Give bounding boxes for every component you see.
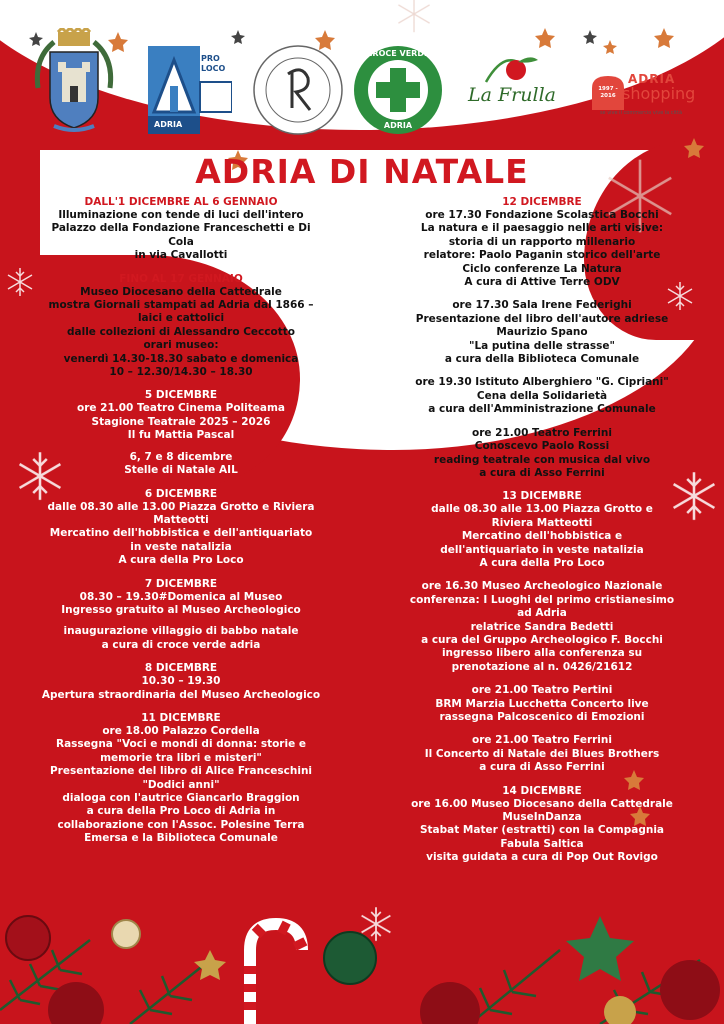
event-line: Palazzo della Fondazione Franceschetti e Di <box>51 222 311 235</box>
event-line: relatore: Paolo Paganin storico dell'arte <box>423 249 661 262</box>
event-date: 12 DICEMBRE <box>502 196 582 208</box>
event-block <box>6 578 356 653</box>
event-line: relatrice Sandra Bedetti <box>470 620 614 633</box>
event-date: 13 DICEMBRE <box>502 490 582 503</box>
event-line: Ciclo conferenze La Natura <box>462 262 622 275</box>
star-icon <box>535 28 555 48</box>
event-line: rassegna Palcoscenico di Emozioni <box>439 711 645 723</box>
event-block <box>6 196 356 263</box>
event-line: Stagione Teatrale 2025 – 2026 <box>91 415 271 428</box>
event-line: Conoscevo Paolo Rossi <box>474 440 610 453</box>
event-line: memorie tra libri e misteri" <box>100 751 262 764</box>
event-line: mostra Giornali stampati ad Adria dal 1866 – <box>48 299 314 312</box>
event-line: 6, 7 e 8 dicembre <box>129 450 233 463</box>
event-line: ingresso libero alla conferenza su <box>441 647 643 660</box>
event-line: A cura della Pro Loco <box>479 556 605 569</box>
pro-loco-text: PRO LOCO <box>201 54 226 73</box>
right-event-column <box>366 196 718 875</box>
event-line: reading teatrale con musica dal vivo <box>433 453 651 466</box>
la-frulla-text: La Frulla <box>468 84 556 106</box>
star-icon <box>29 32 43 46</box>
event-line: Ingresso gratuito al Museo Archeologico <box>61 603 301 616</box>
croce-verde-top-text: CROCE VERDE <box>366 49 430 58</box>
event-line: Matteotti <box>153 513 209 526</box>
event-line: Emersa e la Biblioteca Comunale <box>84 832 278 845</box>
event-line: Mercatino dell'hobbistica e <box>461 530 623 543</box>
gold-star-ornament-icon <box>194 950 226 980</box>
event-line: dalle 08.30 alle 13.00 Piazza Grotto e Riviera <box>47 500 315 513</box>
event-line: a cura dell'Amministrazione Comunale <box>428 403 656 416</box>
event-line: a cura di Asso Ferrini <box>479 761 605 774</box>
event-line: a cura della Biblioteca Comunale <box>444 353 640 366</box>
event-line: BRM Marzia Lucchetta Concerto live <box>435 697 649 710</box>
event-date: 8 DICEMBRE <box>144 662 218 675</box>
event-line: 10 – 12.30/14.30 – 18.30 <box>109 366 253 379</box>
event-block <box>6 662 356 702</box>
event-block <box>6 488 356 568</box>
event-line: in veste natalizia <box>130 540 232 553</box>
spacer <box>6 617 356 625</box>
event-block <box>366 427 718 481</box>
event-line: Stelle di Natale AIL <box>124 464 238 477</box>
event-line: ore 21.00 Teatro Ferrini <box>472 426 612 439</box>
gold-bauble-icon <box>604 996 636 1024</box>
event-line: visita guidata a cura di Pop Out Rovigo <box>426 851 658 864</box>
snowflake-icon <box>398 0 429 32</box>
event-line: dell'antiquariato in veste natalizia <box>440 543 644 556</box>
event-line: a cura di Asso Ferrini <box>479 466 605 479</box>
star-icon <box>603 40 617 54</box>
event-line: ore 21.00 Teatro Ferrini <box>472 734 612 747</box>
left-event-column <box>6 196 356 856</box>
red-bauble-icon <box>660 960 720 1020</box>
event-line: ore 21.00 Teatro Cinema Politeama <box>76 402 286 415</box>
star-icon <box>231 30 245 44</box>
event-line: Presentazione del libro dell'autore adriese <box>415 312 669 325</box>
event-line: Il Concerto di Natale dei Blues Brothers <box>424 747 660 760</box>
green-bauble-icon <box>324 932 376 984</box>
gold-bauble-icon <box>112 920 140 948</box>
event-line: Cola <box>168 235 194 248</box>
event-block <box>6 712 356 846</box>
event-block <box>366 785 718 865</box>
event-date: FINO AL 17 GENNAIO <box>119 272 243 285</box>
event-line: ore 17.30 Fondazione Scolastica Bocchi <box>425 209 659 221</box>
star-icon <box>583 30 597 44</box>
event-block <box>366 196 718 289</box>
event-line: Mercatino dell'hobbistica e dell'antiquariato <box>49 527 313 540</box>
event-block <box>366 734 718 774</box>
star-icon <box>315 30 335 50</box>
event-date: 5 DICEMBRE <box>144 389 218 402</box>
event-block <box>366 684 718 724</box>
event-date: 14 DICEMBRE <box>502 784 582 797</box>
event-line: in via Cavallotti <box>134 249 228 262</box>
event-line: ore 16.00 Museo Diocesano della Cattedrale <box>411 797 673 810</box>
event-line: prenotazione al n. 0426/21612 <box>451 660 633 673</box>
event-line: ore 16.30 Museo Archeologico Nazionale <box>421 580 663 593</box>
pro-loco-city: ADRIA <box>154 120 183 129</box>
event-line: inaugurazione villaggio di babbo natale <box>63 625 299 638</box>
adria-shopping-adria: ADRIA <box>628 72 676 86</box>
event-line: 08.30 – 19.30#Domenica al Museo <box>79 590 283 603</box>
event-line: ore 21.00 Teatro Pertini <box>471 684 613 697</box>
event-line: Illuminazione con tende di luci dell'intero <box>58 209 304 221</box>
event-line: a cura di croce verde adria <box>101 638 261 651</box>
star-icon <box>108 32 128 52</box>
event-line: Presentazione del libro di Alice Franceschini <box>49 765 313 778</box>
event-line: A cura di Attive Terre ODV <box>464 276 620 289</box>
star-icon <box>654 28 674 48</box>
event-line: ore 19.30 Istituto Alberghiero "G. Cipriani" <box>415 376 669 389</box>
event-block <box>6 273 356 380</box>
event-block <box>366 580 718 674</box>
event-line: venerdì 14.30-18.30 sabato e domenica <box>63 352 299 365</box>
event-line: ore 17.30 Sala Irene Federighi <box>452 299 632 312</box>
event-line: Fabula Saltica <box>500 837 584 850</box>
event-date: 11 DICEMBRE <box>141 711 221 724</box>
event-block <box>6 389 356 477</box>
red-bauble-icon <box>420 982 480 1024</box>
event-line: Il fu Mattia Pascal <box>127 429 235 442</box>
adria-shopping-badge: 1997 - 2016 <box>598 86 618 99</box>
event-line: dalle collezioni di Alessandro Ceccotto <box>67 325 295 338</box>
event-block <box>366 376 718 416</box>
event-line: 10.30 – 19.30 <box>141 675 221 688</box>
event-line: dialoga con l'autrice Giancarlo Braggion <box>62 792 300 804</box>
croce-verde-bottom-text: ADRIA <box>383 121 413 130</box>
event-line: "La putina delle strasse" <box>469 339 615 352</box>
christmas-footer-decoration <box>0 900 724 1024</box>
red-bauble-icon <box>6 916 50 960</box>
adria-shopping-tagline: se vive il commercio vive la città <box>599 110 683 116</box>
event-line: ad Adria <box>517 607 567 620</box>
event-line: conferenza: I Luoghi del primo cristianesimo <box>409 593 675 606</box>
event-block <box>366 490 718 570</box>
event-line: storia di un rapporto millenario <box>448 235 636 248</box>
event-date: DALL'1 DICEMBRE AL 6 GENNAIO <box>84 196 278 208</box>
event-line: Stabat Mater (estratti) con la Compagnia <box>419 824 665 837</box>
event-line: Rassegna "Voci e mondi di donna: storie e <box>56 738 306 751</box>
page-title: ADRIA DI NATALE <box>195 152 529 191</box>
event-line: Apertura straordinaria del Museo Archeologico <box>41 688 321 701</box>
event-line: dalle 08.30 alle 13.00 Piazza Grotto e <box>431 503 653 516</box>
candy-cane-icon <box>250 924 302 1024</box>
event-line: a cura del Gruppo Archeologico F. Bocchi <box>421 633 663 646</box>
event-block <box>366 299 718 366</box>
event-line: La natura e il paesaggio nelle arti visive: <box>420 222 664 235</box>
event-line: Riviera Matteotti <box>491 516 593 529</box>
adria-shopping-shopping: shopping <box>622 84 696 103</box>
spacer <box>6 443 356 451</box>
event-line: ore 18.00 Palazzo Cordella <box>102 724 260 737</box>
event-line: laici e cattolici <box>137 312 225 325</box>
event-line: orari museo: <box>143 339 219 352</box>
event-line: a cura della Pro Loco di Adria in <box>86 805 276 818</box>
event-date: 7 DICEMBRE <box>144 577 218 590</box>
event-line: Museo Diocesano della Cattedrale <box>80 285 282 298</box>
event-line: Cena della Solidarietà <box>476 389 608 402</box>
event-date: 6 DICEMBRE <box>144 487 218 500</box>
event-line: "Dodici anni" <box>142 778 220 791</box>
event-line: Maurizio Spano <box>496 326 588 339</box>
green-star-ornament-icon <box>566 916 634 981</box>
event-line: A cura della Pro Loco <box>118 554 244 567</box>
event-line: MuseInDanza <box>502 811 582 824</box>
event-line: collaborazione con l'Assoc. Polesine Terra <box>57 818 305 831</box>
